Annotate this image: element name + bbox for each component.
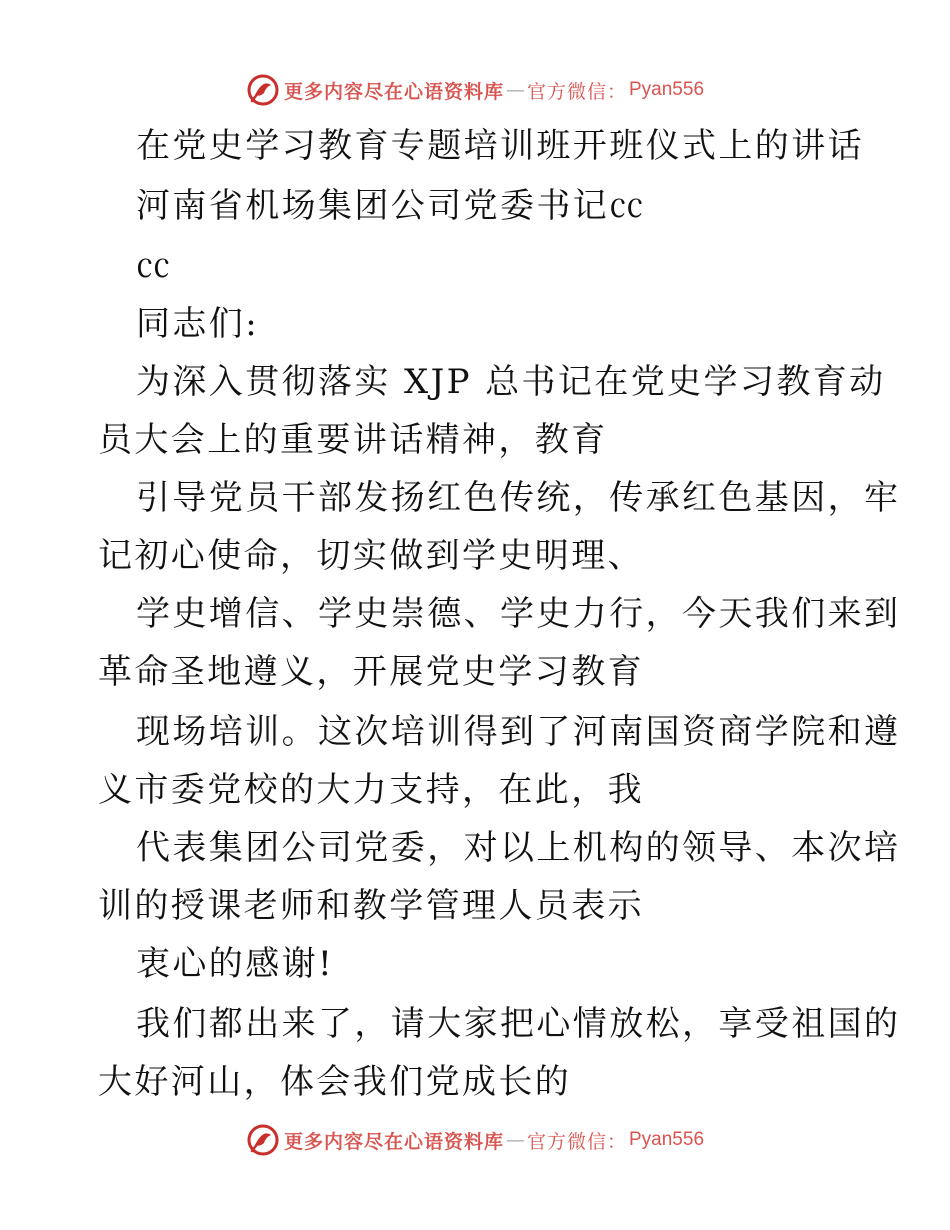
paragraph-line: 义市委党校的大力支持，在此，我	[98, 770, 644, 810]
watermark-dash: —	[505, 1129, 525, 1151]
paragraph-line: 训的授课老师和教学管理人员表示	[98, 886, 644, 926]
watermark-wechat-id: Pyan556	[629, 79, 705, 100]
paragraph-line: 大好河山，体会我们党成长的	[98, 1062, 572, 1102]
seal-logo-icon	[246, 1123, 280, 1157]
document-title: 在党史学习教育专题培训班开班仪式上的讲话	[136, 126, 864, 166]
paragraph-line: 引导党员干部发扬红色传统，传承红色基因，牢	[136, 478, 901, 518]
paragraph-line: 记初心使命，切实做到学史明理、	[98, 536, 644, 576]
paragraph-line: 革命圣地遵义，开展党史学习教育	[98, 652, 644, 692]
author-line: 河南省机场集团公司党委书记㏄	[136, 186, 646, 226]
watermark-dash: —	[505, 79, 525, 101]
paragraph-line: 现场培训。这次培训得到了河南国资商学院和遵	[136, 712, 901, 752]
paragraph-line: 衷心的感谢!	[136, 944, 335, 984]
watermark-site-text: 更多内容尽在心语资料库	[283, 1130, 504, 1153]
paragraph-line: 员大会上的重要讲话精神，教育	[98, 420, 608, 460]
paragraph-line: 为深入贯彻落实 XJP 总书记在党史学习教育动	[136, 362, 886, 402]
watermark-site-text: 更多内容尽在心语资料库	[283, 80, 504, 103]
paragraph-line: 代表集团公司党委，对以上机构的领导、本次培	[136, 828, 901, 868]
paragraph-line: 我们都出来了，请大家把心情放松，享受祖国的	[136, 1004, 901, 1044]
watermark-wechat-label: 官方微信：	[526, 80, 627, 103]
seal-logo-icon	[246, 73, 280, 107]
header-watermark	[0, 72, 950, 108]
paragraph-line: 学史增信、学史崇德、学史力行，今天我们来到	[136, 594, 901, 634]
watermark-wechat-id: Pyan556	[629, 1129, 705, 1150]
footer-watermark	[0, 1122, 950, 1158]
author-line-continued: ㏄	[136, 246, 173, 286]
watermark-wechat-label: 官方微信：	[526, 1130, 627, 1153]
salutation: 同志们:	[136, 304, 260, 344]
